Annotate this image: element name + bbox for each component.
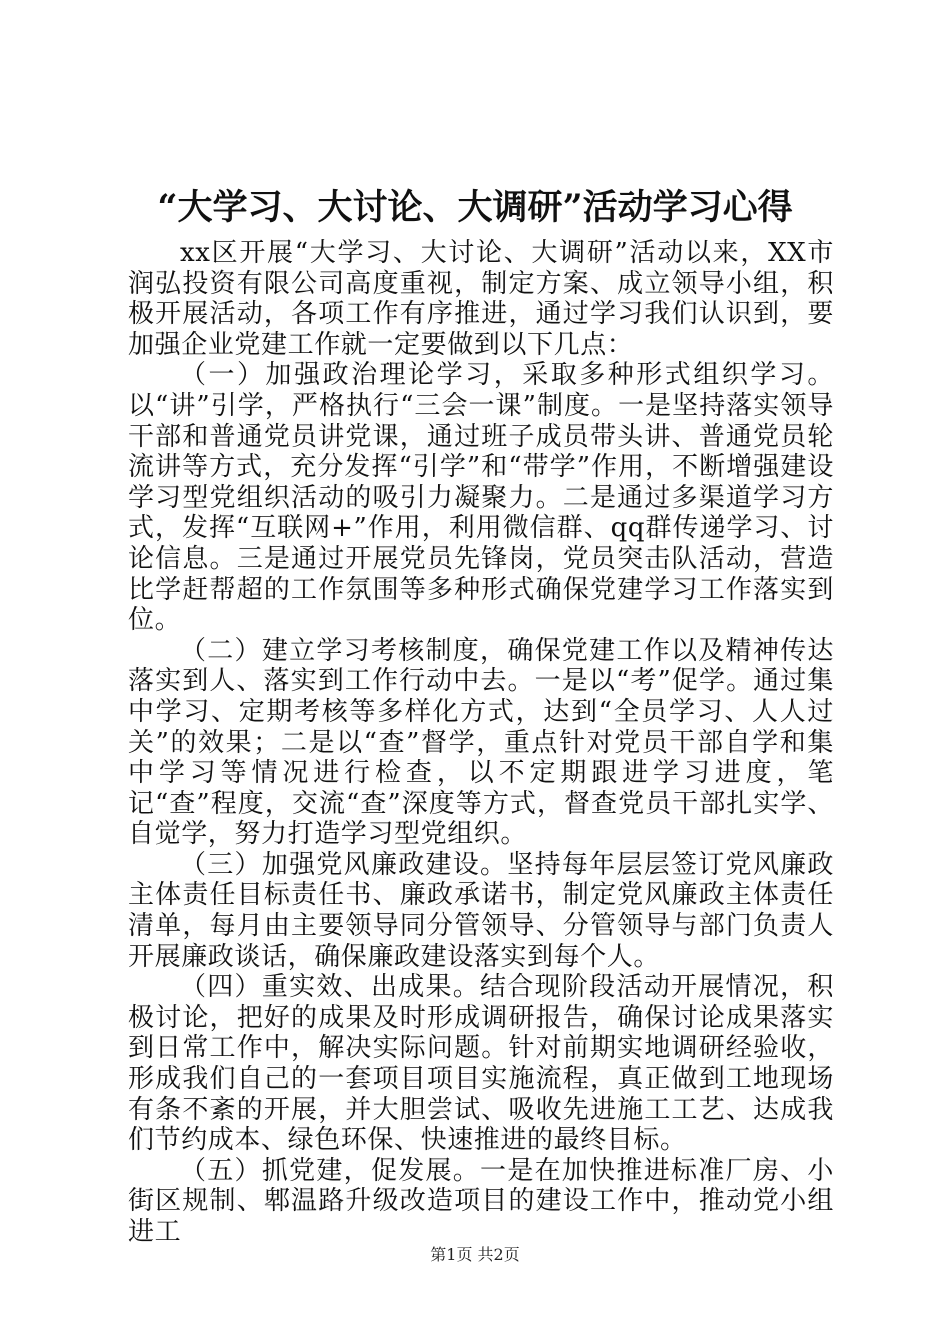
intro-paragraph: xx区开展“大学习、大讨论、大调研”活动以来，XX市润弘投资有限公司高度重视，制定方案、成立领导小组，积极开展活动，各项工作有序推进，通过学习我们认识到，要加强企业党建工作就一定要做到以下几点： — [128, 238, 834, 360]
section-3-paragraph: （三）加强党风廉政建设。坚持每年层层签订党风廉政主体责任目标责任书、廉政承诺书，制定党风廉政主体责任清单，每月由主要领导同分管领导、分管领导与部门负责人开展廉政谈话，确保廉政建设落实到每个人。 — [128, 849, 834, 972]
section-1-paragraph: （一）加强政治理论学习，采取多种形式组织学习。以“讲”引学，严格执行“三会一课”制度。一是坚持落实领导干部和普通党员讲党课，通过班子成员带头讲、普通党员轮流讲等方式，充分发挥“引学”和“带学”作用，不断增强建设学习型党组织活动的吸引力凝聚力。二是通过多渠道学习方式，发挥“互联网+”作用，利用微信群、qq群传递学习、讨论信息。三是通过开展党员先锋岗，党员突击队活动，营造比学赶帮超的工作氛围等多种形式确保党建学习工作落实到位。 — [128, 360, 834, 636]
section-5-paragraph: （五）抓党建，促发展。一是在加快推进标准厂房、小街区规制、郫温路升级改造项目的建设工作中，推动党小组进工 — [128, 1155, 834, 1247]
document-title: “大学习、大讨论、大调研”活动学习心得 — [157, 187, 793, 228]
document-body — [128, 238, 834, 1248]
section-2-paragraph: （二）建立学习考核制度，确保党建工作以及精神传达落实到人、落实到工作行动中去。一是以“考”促学。通过集中学习、定期考核等多样化方式，达到“全员学习、人人过关”的效果；二是以“查”督学，重点针对党员干部自学和集中学习等情况进行检查，以不定期跟进学习进度，笔记“查”程度，交流“查”深度等方式，督查党员干部扎实学、自觉学，努力打造学习型党组织。 — [128, 635, 834, 850]
section-4-paragraph: （四）重实效、出成果。结合现阶段活动开展情况，积极讨论，把好的成果及时形成调研报告，确保讨论成果落实到日常工作中，解决实际问题。针对前期实地调研经验收，形成我们自己的一套项目项目实施流程，真正做到工地现场有条不紊的开展，并大胆尝试、吸收先进施工工艺、达成我们节约成本、绿色环保、快速推进的最终目标。 — [128, 972, 834, 1156]
page-number-footer: 第1页 共2页 — [430, 1245, 520, 1264]
